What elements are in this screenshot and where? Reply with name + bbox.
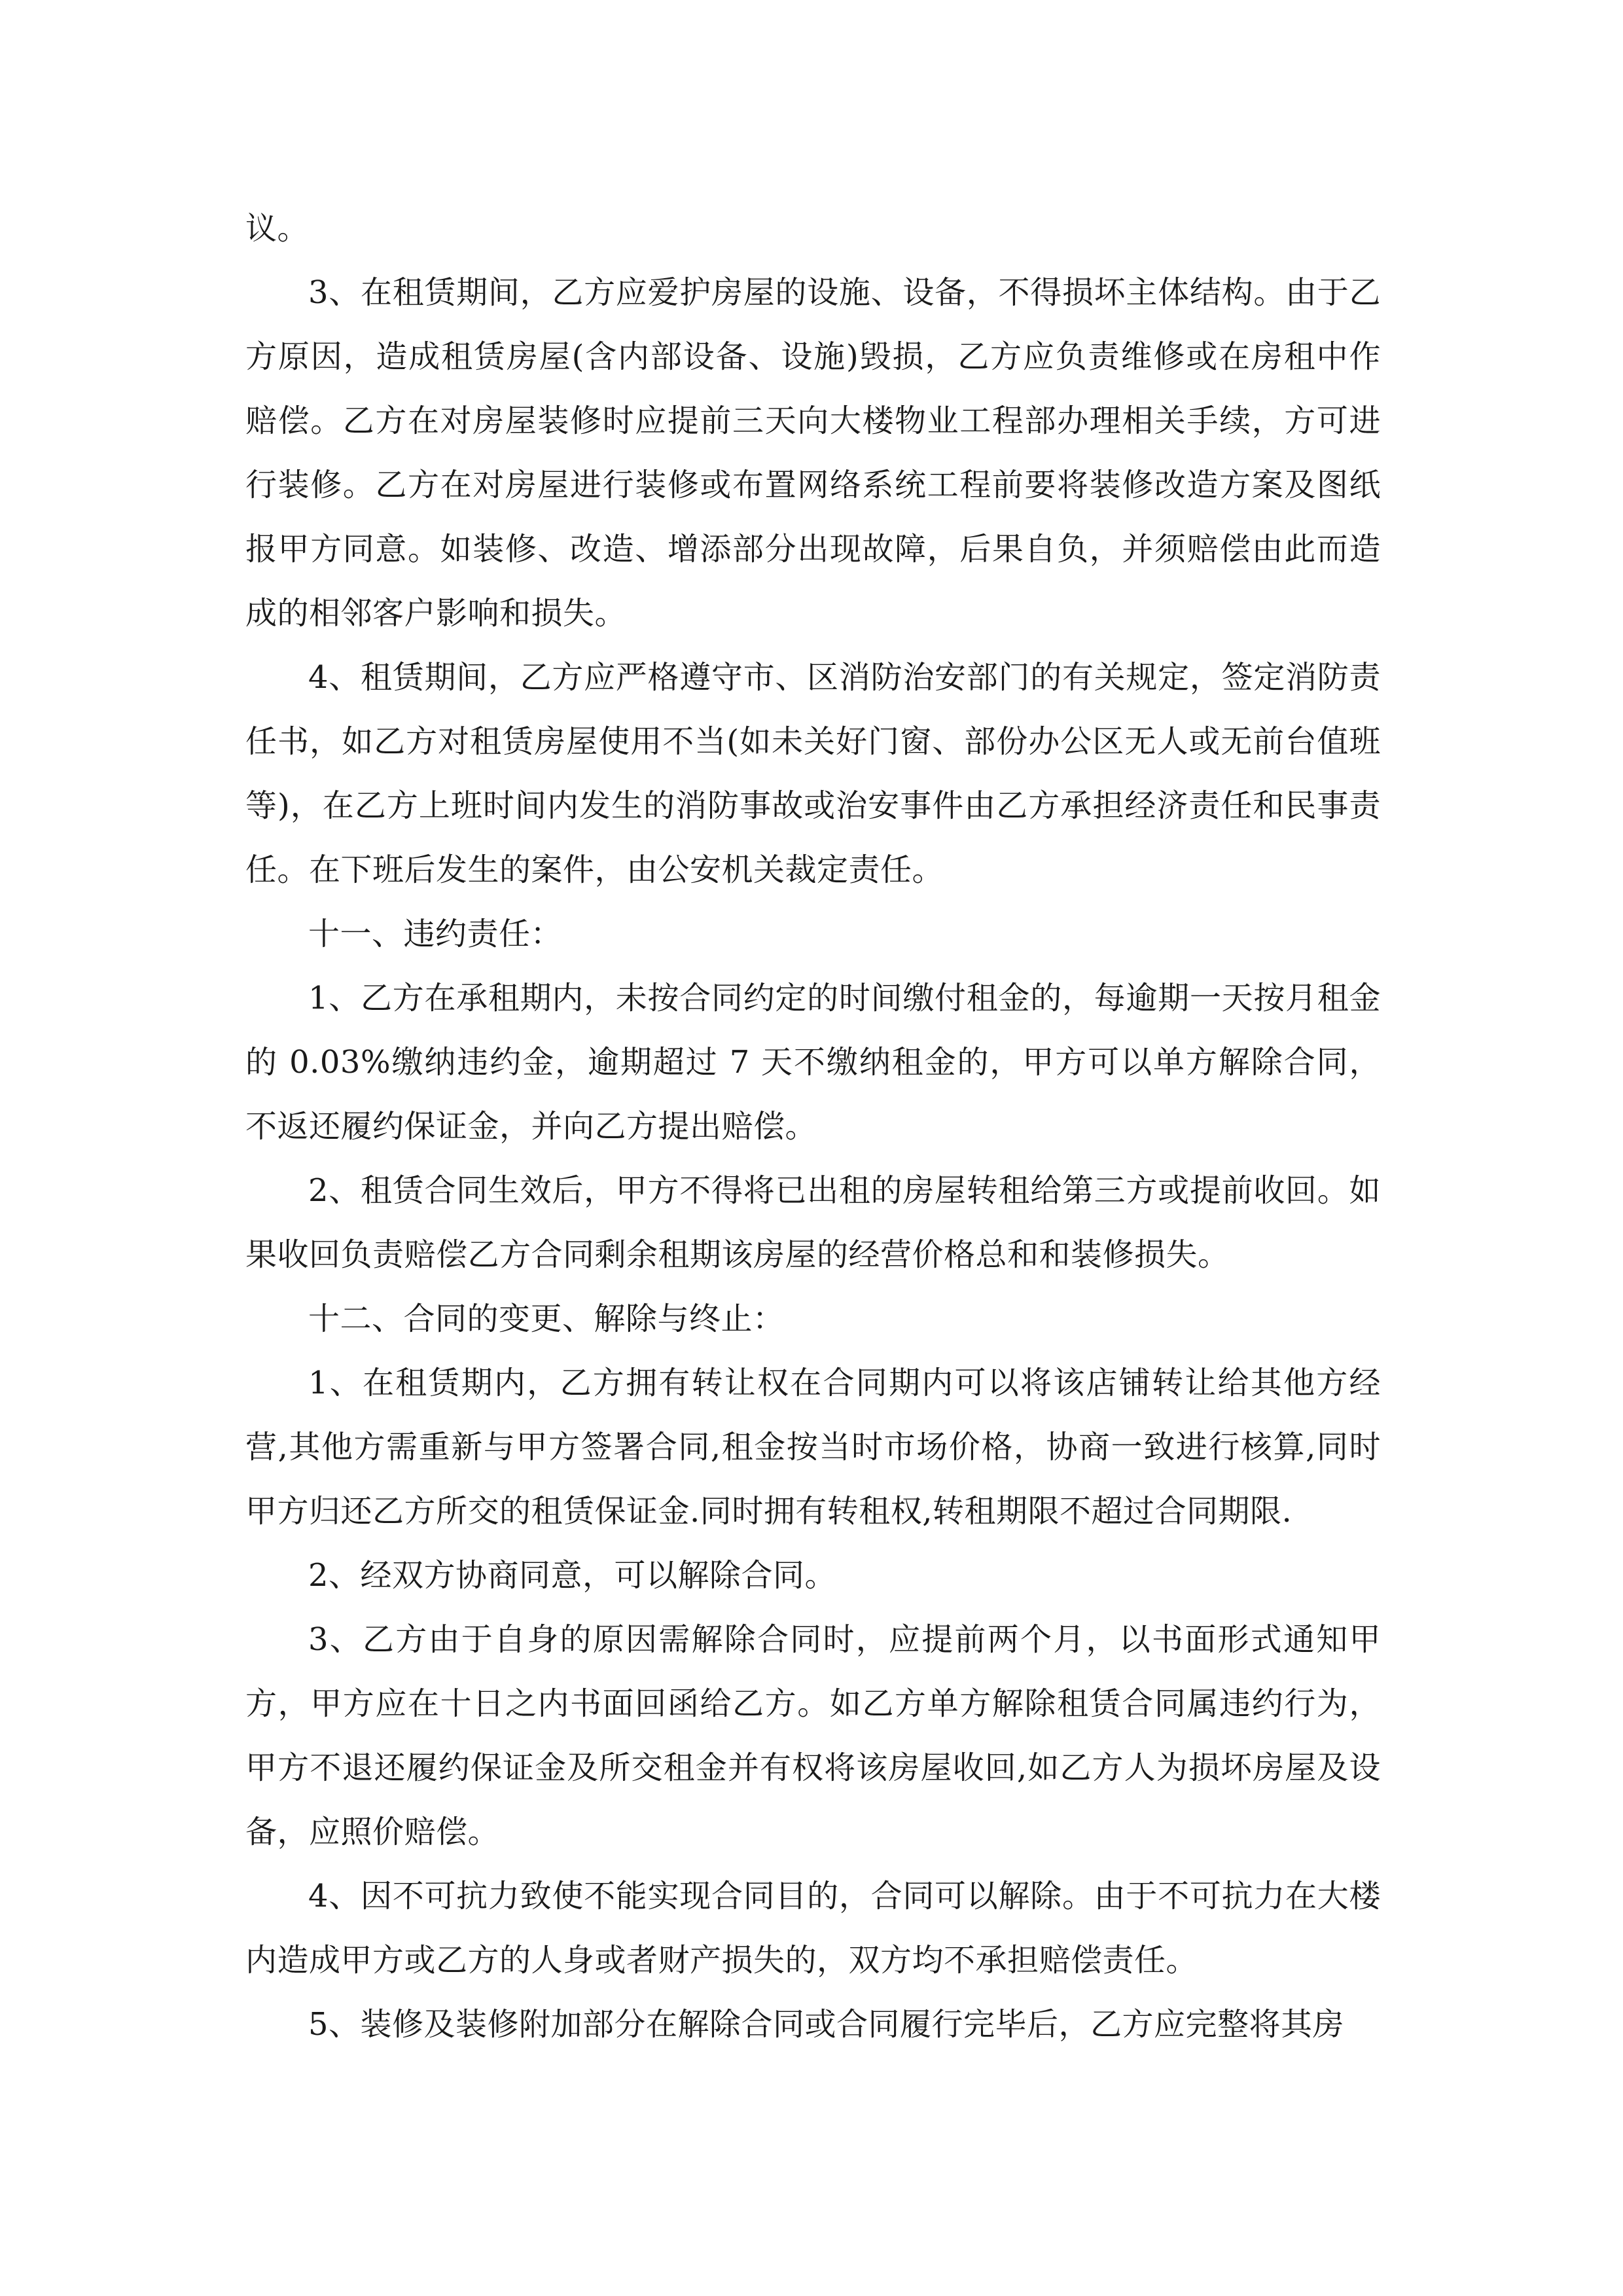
paragraph-breach-1-late-rent: 1、乙方在承租期内，未按合同约定的时间缴付租金的，每逾期一天按月租金的 0.03%缴纳违约金，逾期超过 7 天不缴纳租金的，甲方可以单方解除合同，不返还履约保证金，并向乙方提出赔偿。 — [245, 980, 1381, 1145]
paragraph-termination-4-force-majeure: 4、因不可抗力致使不能实现合同目的，合同可以解除。由于不可抗力在大楼内造成甲方或乙方的人身或者财产损失的，双方均不承担赔偿责任。 — [245, 1878, 1381, 1979]
section-heading-11-breach: 十一、违约责任： — [308, 916, 563, 952]
paragraph-termination-1-transfer: 1、在租赁期内，乙方拥有转让权在合同期内可以将该店铺转让给其他方经营,其他方需重新与甲方签署合同,租金按当时市场价格，协商一致进行核算,同时甲方归还乙方所交的租赁保证金.同时拥有转租权,转租期限不超过合同期限. — [245, 1365, 1381, 1530]
paragraph-clause-3-facilities: 3、在租赁期间，乙方应爱护房屋的设施、设备，不得损坏主体结构。由于乙方原因，造成租赁房屋(含内部设备、设施)毁损，乙方应负责维修或在房租中作赔偿。乙方在对房屋装修时应提前三天向大楼物业工程部办理相关手续，方可进行装修。乙方在对房屋进行装修或布置网络系统工程前要将装修改造方案及图纸报甲方同意。如装修、改造、增添部分出现故障，后果自负，并须赔偿由此而造成的相邻客户影响和损失。 — [245, 274, 1381, 632]
paragraph-continuation: 议。 — [245, 210, 310, 247]
paragraph-termination-3-notice: 3、乙方由于自身的原因需解除合同时，应提前两个月，以书面形式通知甲方，甲方应在十日之内书面回函给乙方。如乙方单方解除租赁合同属违约行为，甲方不退还履约保证金及所交租金并有权将该房屋收回,如乙方人为损坏房屋及设备，应照价赔偿。 — [245, 1621, 1381, 1850]
document-body — [245, 196, 1381, 2056]
paragraph-termination-2-mutual: 2、经双方协商同意，可以解除合同。 — [308, 1557, 837, 1594]
paragraph-clause-4-fire-safety: 4、租赁期间，乙方应严格遵守市、区消防治安部门的有关规定，签定消防责任书，如乙方对租赁房屋使用不当(如未关好门窗、部份办公区无人或无前台值班等)，在乙方上班时间内发生的消防事故或治安事件由乙方承担经济责任和民事责任。在下班后发生的案件，由公安机关裁定责任。 — [245, 659, 1381, 888]
paragraph-termination-5-renovation: 5、装修及装修附加部分在解除合同或合同履行完毕后，乙方应完整将其房 — [308, 2006, 1345, 2043]
paragraph-breach-2-sublet: 2、租赁合同生效后，甲方不得将已出租的房屋转租给第三方或提前收回。如果收回负责赔偿乙方合同剩余租期该房屋的经营价格总和和装修损失。 — [245, 1172, 1381, 1273]
section-heading-12-termination: 十二、合同的变更、解除与终止： — [308, 1300, 785, 1337]
